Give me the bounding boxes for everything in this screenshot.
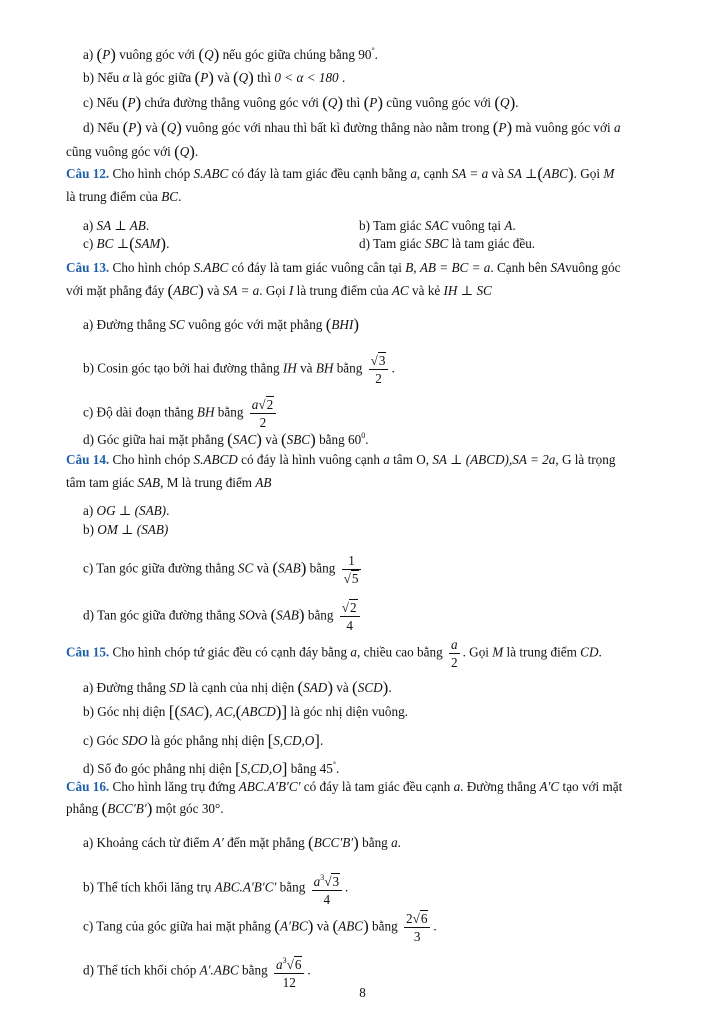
q16-option-c: c) Tang của góc giữa hai mặt phẳng (A′BC) và (ABC) bằng $\frac{2√6}{3}$ . — [83, 911, 437, 944]
q13-option-c: c) Độ dài đoạn thẳng BH bằng $\frac{a√2}{2}$ — [83, 396, 279, 431]
q12-heading: Câu 12. — [66, 166, 110, 181]
q15-heading: Câu 15. — [66, 644, 110, 660]
q16-d-fraction: $\frac{a^3√6}{12}$ — [274, 952, 304, 991]
q15-option-c: c) Góc SDO là góc phẳng nhị diện [S,CD,O]. — [83, 731, 324, 750]
q16-option-a: a) Khoảng cách từ điểm A′ đến mặt phẳng (BCC′B′) bằng a. — [83, 833, 401, 852]
q12-option-b: b) Tam giác SAC vuông tại A. — [359, 218, 516, 233]
q14-stem-cont: tâm tam giác SAB, M là trung điểm AB — [66, 475, 272, 490]
q16-b-fraction: $\frac{a^3√3}{4}$ — [312, 869, 342, 908]
q16-option-b: b) Thể tích khối lăng trụ ABC.A′B′C′ bằng $\frac{a^3√3}{4}$ . — [83, 869, 348, 908]
q13-b-fraction: $\frac{√3}{2}$ — [369, 352, 389, 387]
q11-option-a: a) (P) vuông góc với (Q) nếu góc giữa chúng bằng 90°. — [83, 45, 378, 64]
q15-option-d: d) Số đo góc phẳng nhị diện [S,CD,O] bằng 45°. — [83, 759, 340, 778]
q11-option-b: b) Nếu α là góc giữa (P) và (Q) thì 0 < α < 180 . — [83, 68, 346, 87]
q14-heading: Câu 14. — [66, 452, 110, 467]
q13-option-b: b) Cosin góc tạo bởi hai đường thẳng IH và BH bằng $\frac{√3}{2}$ . — [83, 353, 395, 386]
q16-heading: Câu 16. — [66, 779, 110, 794]
q14-c-fraction: $\frac{1}{√5}$ — [342, 552, 362, 587]
q14-option-d: d) Tan góc giữa đường thẳng SOvà (SAB) bằng $\frac{√2}{4}$ — [83, 599, 363, 634]
q12-option-a: a) SA ⊥ AB. — [83, 218, 150, 233]
q16-c-fraction: $\frac{2√6}{3}$ — [404, 910, 430, 945]
q13-option-d: d) Góc giữa hai mặt phẳng (SAC) và (SBC) bằng $60^0$. — [83, 430, 369, 449]
q13-heading: Câu 13. — [66, 260, 110, 275]
q13-stem: Câu 13. Cho hình chóp S.ABC có đáy là tam giác vuông cân tại B, AB = BC = a. Cạnh bên SAvuông góc — [66, 260, 621, 275]
q14-option-a: a) OG ⊥ (SAB). — [83, 503, 170, 518]
q13-option-a: a) Đường thẳng SC vuông góc với mặt phẳng (BHI) — [83, 315, 360, 334]
page-number: 8 — [359, 985, 366, 1000]
q16-option-d: d) Thể tích khối chóp A′.ABC bằng $\frac{a^3√6}{12}$ . — [83, 952, 311, 991]
q12-option-d: d) Tam giác SBC là tam giác đều. — [359, 236, 536, 251]
q14-stem: Câu 14. Cho hình chóp S.ABCD có đáy là hình vuông cạnh a tâm O, SA ⊥ (ABCD),SA = 2a, G là trọng — [66, 452, 616, 467]
q15-option-b: b) Góc nhị diện [(SAC), AC,(ABCD)] là góc nhị diện vuông. — [83, 702, 408, 721]
q11-option-d-cont: cũng vuông góc với (Q). — [66, 142, 199, 161]
q11-option-c: c) Nếu (P) chứa đường thẳng vuông góc với (Q) thì (P) cũng vuông góc với (Q). — [83, 93, 519, 112]
q15-height-fraction: $\frac{a}{2}$ — [450, 637, 458, 670]
q12-stem: Câu 12. Cho hình chóp S.ABC có đáy là tam giác đều cạnh bằng a, cạnh SA = a và SA ⊥(ABC). Gọi M — [66, 164, 615, 183]
q16-stem-cont: phẳng (BCC′B′) một góc 30°. — [66, 799, 224, 818]
q16-stem: Câu 16. Cho hình lăng trụ đứng ABC.A′B′C′ có đáy là tam giác đều cạnh a. Đường thẳng A′C tạo với mặt — [66, 779, 623, 794]
q13-c-fraction: $\frac{a√2}{2}$ — [250, 396, 276, 431]
q11-option-d: d) Nếu (P) và (Q) vuông góc với nhau thì bất kì đường thẳng nào nằm trong (P) mà vuông góc với a — [83, 118, 621, 137]
q13-stem-cont: với mặt phẳng đáy (ABC) và SA = a. Gọi I là trung điểm của AC và kẻ IH ⊥ SC — [66, 281, 492, 300]
q14-option-b: b) OM ⊥ (SAB) — [83, 522, 169, 537]
q12-option-c: c) BC ⊥(SAM). — [83, 234, 170, 253]
q14-d-fraction: $\frac{√2}{4}$ — [340, 599, 360, 634]
q14-option-c: c) Tan góc giữa đường thẳng SC và (SAB) bằng $\frac{1}{√5}$ — [83, 552, 364, 587]
q15-stem: Câu 15. Cho hình chóp tứ giác đều có cạnh đáy bằng a, chiều cao bằng $\frac{a}{2}$ . Gọi M là trung điểm CD. — [66, 637, 602, 670]
q15-option-a: a) Đường thẳng SD là cạnh của nhị diện (SAD) và (SCD). — [83, 678, 392, 697]
q12-stem-cont: là trung điểm của BC. — [66, 189, 182, 204]
